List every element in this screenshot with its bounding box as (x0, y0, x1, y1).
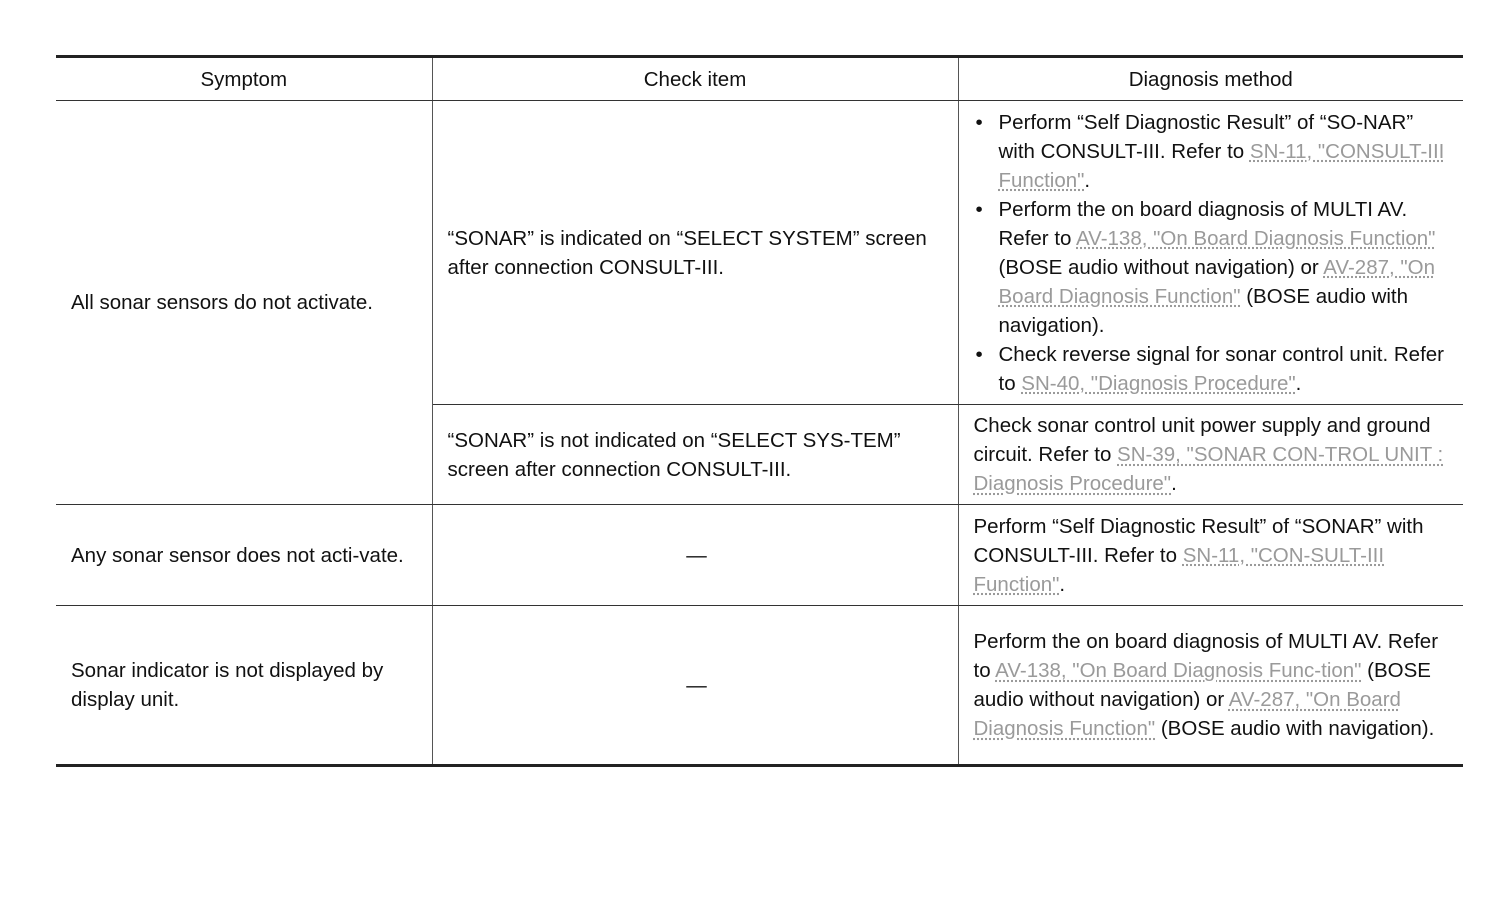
diagnosis-text: (BOSE audio without navigation) or (973, 659, 1431, 711)
diagnosis-cell (958, 505, 1463, 606)
symptom-cell: Sonar indicator is not displayed by display unit. (56, 606, 432, 766)
list-item (974, 340, 1452, 398)
diagnosis-text: (BOSE audio with navigation). (1155, 717, 1435, 740)
column-header-check-item: Check item (432, 57, 958, 101)
check-item-cell: — (432, 606, 958, 766)
check-item-cell: “SONAR” is indicated on “SELECT SYSTEM” screen after connection CONSULT-III. (432, 101, 958, 405)
diagnosis-text: . (1059, 572, 1066, 596)
diagnosis-text: Perform “Self Diagnostic Result” of “SONAR” with CONSULT-III. Refer to (973, 514, 1424, 567)
diagnosis-text: Check sonar control unit power supply and ground circuit. Refer to (973, 414, 1431, 466)
column-header-diagnosis-method: Diagnosis method (958, 57, 1463, 101)
reference-link[interactable]: SN-11, "CONSULT-III Function" (998, 139, 1445, 192)
diagnosis-cell (958, 101, 1463, 405)
table-row (56, 101, 1463, 405)
list-item (974, 108, 1452, 195)
reference-link[interactable]: AV-138, "On Board Diagnosis Func-tion" (995, 659, 1362, 682)
symptom-cell: All sonar sensors do not activate. (56, 101, 432, 505)
table-row (56, 505, 1463, 606)
column-header-symptom: Symptom (56, 57, 432, 101)
reference-link[interactable]: SN-39, "SONAR CON-TROL UNIT : Diagnosis Procedure" (973, 443, 1444, 495)
diagnosis-text: . (1171, 472, 1177, 495)
diagnosis-text: (BOSE audio with navigation). (998, 284, 1409, 337)
diagnosis-table (56, 55, 1463, 767)
table-header-row (56, 57, 1463, 101)
symptom-cell: Any sonar sensor does not acti-vate. (56, 505, 432, 606)
document-page (56, 55, 1463, 767)
reference-link[interactable]: SN-11, "CON-SULT-III Function" (973, 543, 1385, 596)
diagnosis-text: . (1084, 168, 1091, 192)
diagnosis-text: (BOSE audio without navigation) or (998, 255, 1324, 279)
reference-link[interactable]: AV-287, "On Board Diagnosis Function" (973, 688, 1401, 740)
reference-link[interactable]: SN-40, "Diagnosis Procedure" (1021, 371, 1296, 395)
diagnosis-text: Perform the on board diagnosis of MULTI AV. Refer to (998, 197, 1408, 250)
check-item-cell: — (432, 505, 958, 606)
diagnosis-cell (958, 405, 1463, 505)
list-item (974, 195, 1452, 340)
reference-link[interactable]: AV-138, "On Board Diagnosis Function" (1076, 226, 1436, 250)
diagnosis-bullet-list (974, 108, 1452, 398)
reference-link[interactable]: AV-287, "On Board Diagnosis Function" (998, 255, 1436, 308)
diagnosis-text: Check reverse signal for sonar control unit. Refer to (998, 342, 1445, 395)
diagnosis-text: . (1295, 371, 1302, 395)
check-item-cell: “SONAR” is not indicated on “SELECT SYS-TEM” screen after connection CONSULT-III. (432, 405, 958, 505)
table-row (56, 606, 1463, 766)
diagnosis-text: Perform the on board diagnosis of MULTI AV. Refer to (973, 630, 1439, 682)
diagnosis-cell (958, 606, 1463, 766)
diagnosis-text: Perform “Self Diagnostic Result” of “SO-NAR” with CONSULT-III. Refer to (998, 110, 1414, 163)
